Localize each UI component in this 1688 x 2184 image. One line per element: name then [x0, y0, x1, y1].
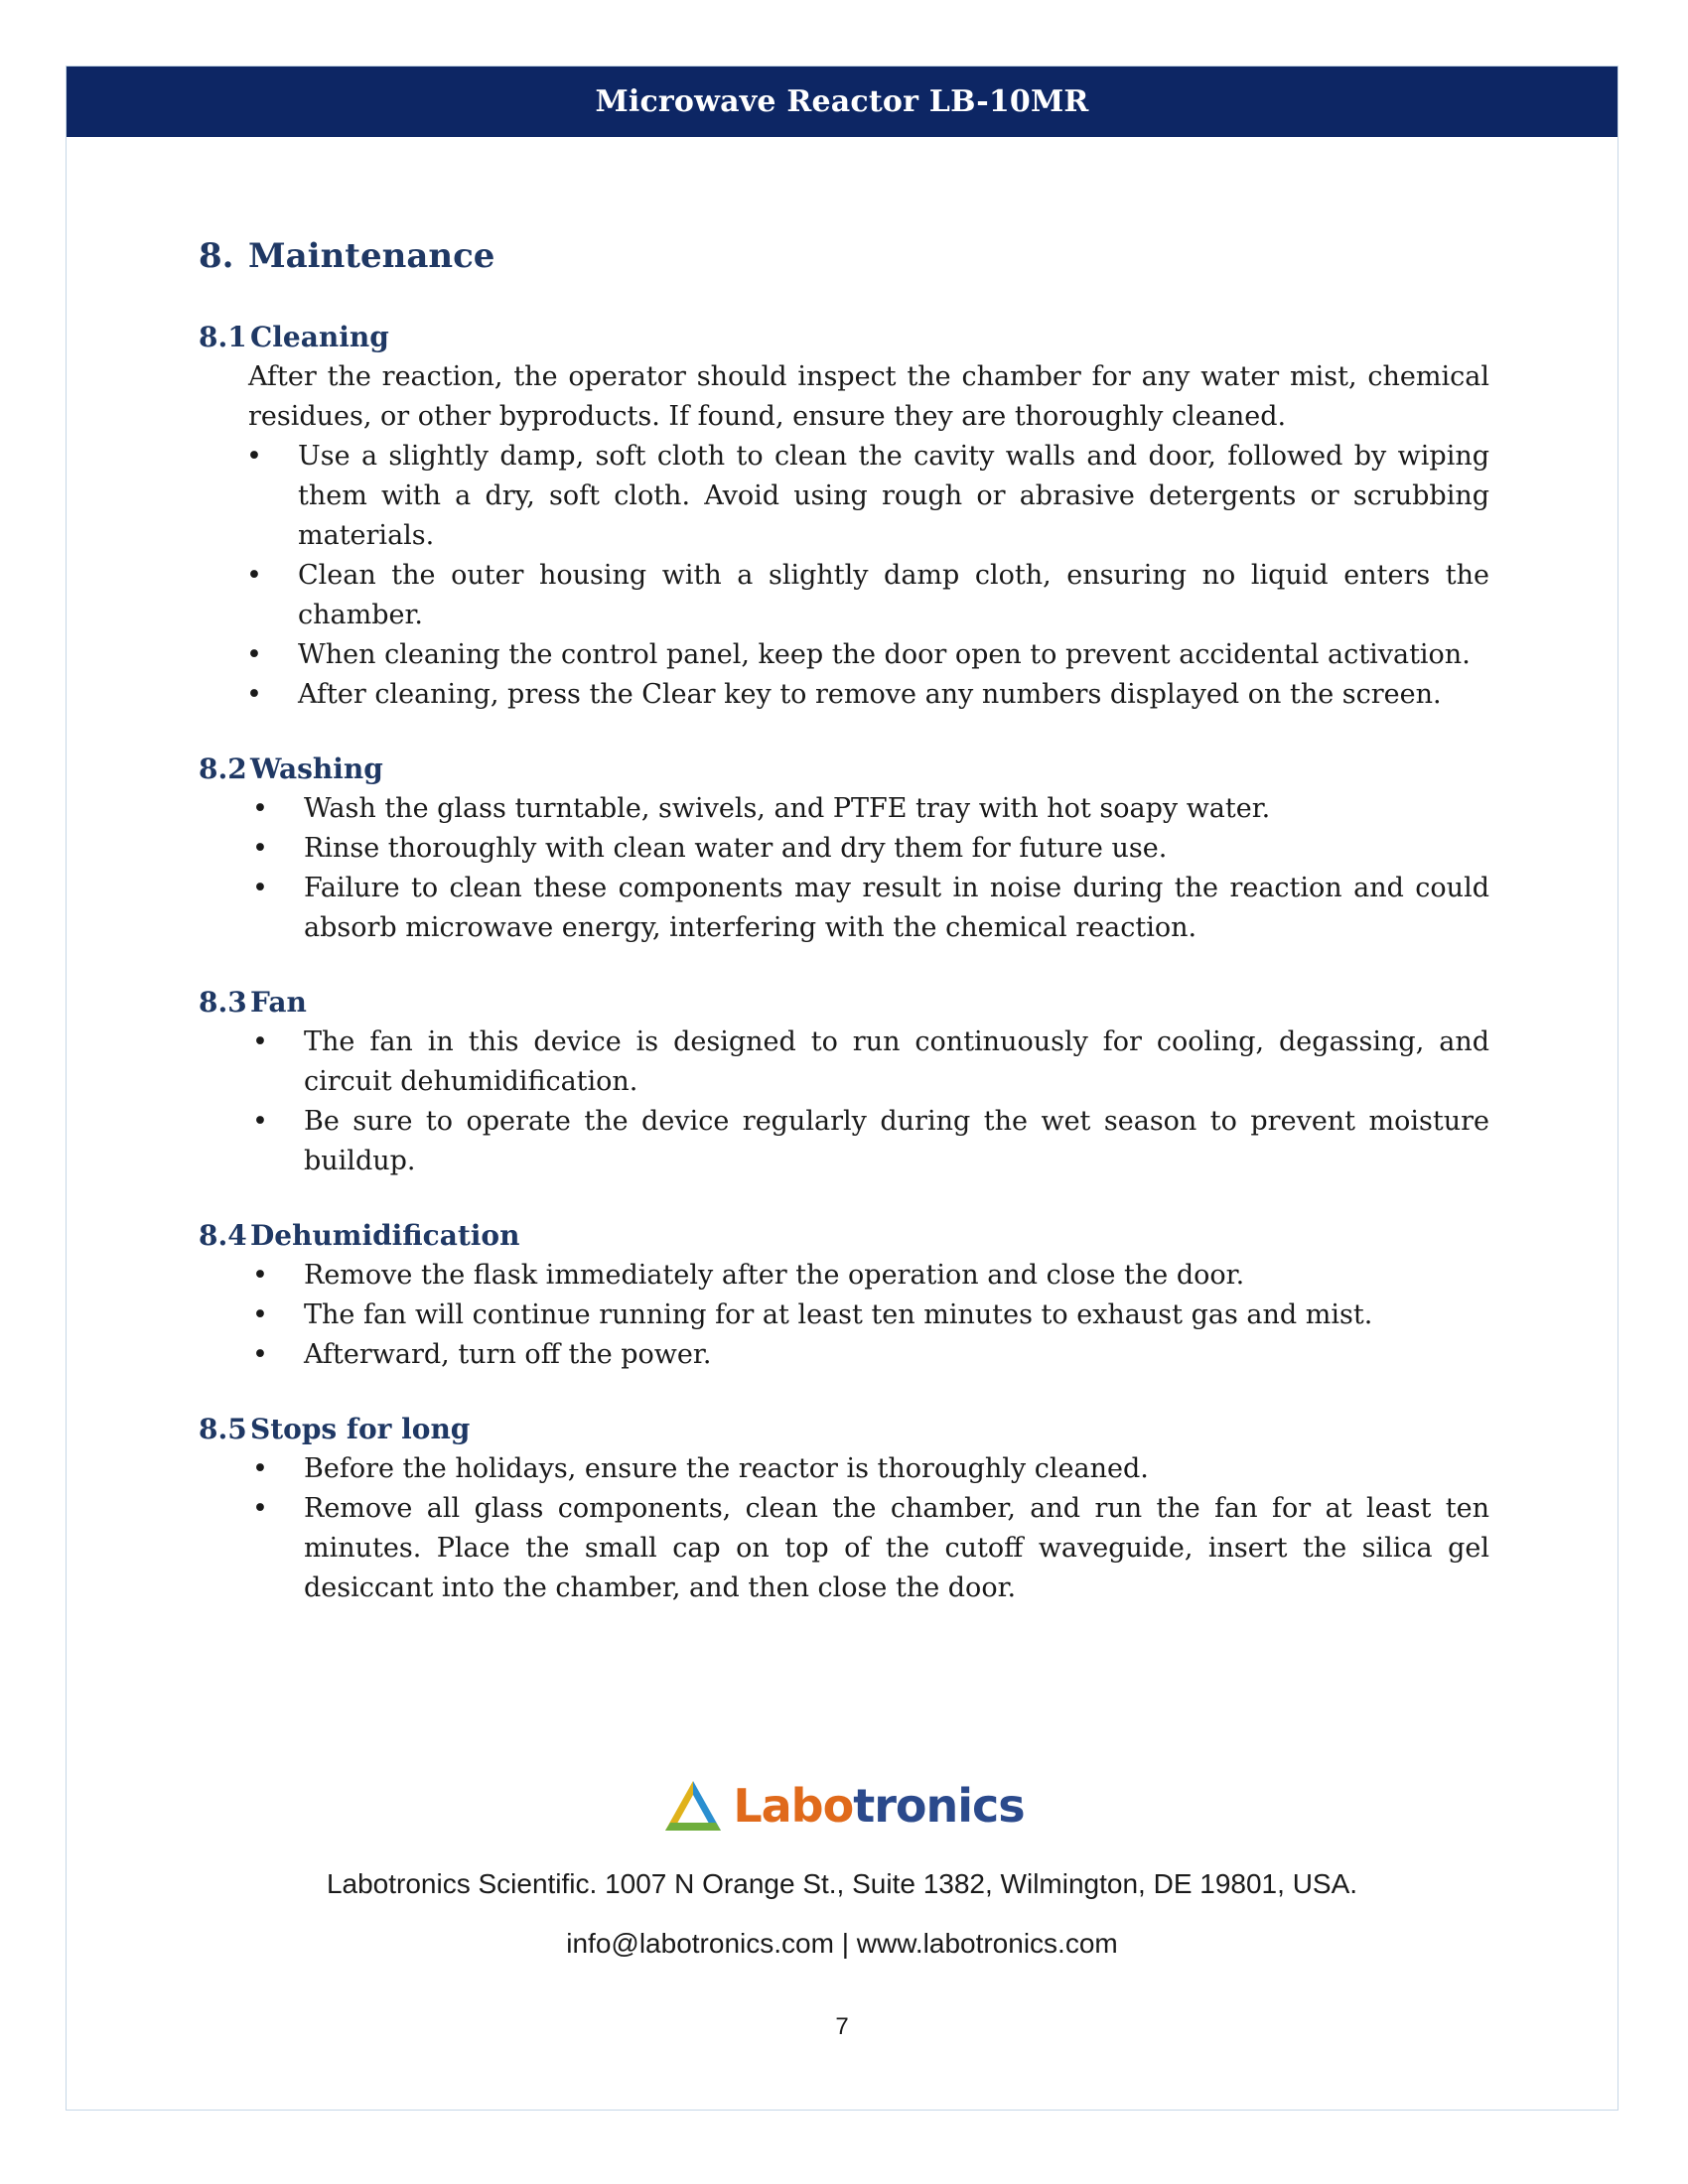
- triangle-logo-icon: [659, 1777, 727, 1835]
- bullet-dot-icon: •: [252, 1493, 268, 1524]
- contact-info: info@labotronics.com | www.labotronics.com: [566, 1928, 1118, 1959]
- bullet-dot-icon: •: [246, 639, 262, 670]
- list-item-text: Failure to clean these components may result in noise during the reaction and could absorb microwave energy, interfering with the chemical reaction.: [304, 873, 1489, 943]
- list-item-text: Be sure to operate the device regularly during the wet season to prevent moisture buildup.: [304, 1106, 1489, 1176]
- list-item: [199, 1023, 1489, 1102]
- subsection-heading: [199, 318, 1489, 357]
- list-item: [199, 635, 1489, 675]
- subsection-heading: [199, 1216, 1489, 1256]
- list-item: [199, 675, 1489, 715]
- list-item-text: The fan will continue running for at least ten minutes to exhaust gas and mist.: [304, 1299, 1373, 1330]
- bullet-dot-icon: •: [252, 873, 268, 903]
- company-logo: [67, 1777, 1618, 1835]
- list-item: [199, 1296, 1489, 1335]
- bullet-dot-icon: •: [246, 679, 262, 710]
- section-number: 8.: [199, 236, 234, 276]
- bullet-dot-icon: •: [246, 560, 262, 591]
- subsection-number: 8.5: [199, 1413, 247, 1445]
- section-title-text: Maintenance: [248, 236, 495, 276]
- list-item-text: Before the holidays, ensure the reactor is thoroughly cleaned.: [304, 1453, 1149, 1484]
- list-item-text: Remove all glass components, clean the chamber, and run the fan for at least ten minutes. Place the small cap on top of the cutoff waveguide, insert the silica gel desiccant into the chamber, and then close the door.: [304, 1493, 1489, 1603]
- subsection-title: Fan: [250, 986, 307, 1019]
- company-address: Labotronics Scientific. 1007 N Orange St., Suite 1382, Wilmington, DE 19801, USA.: [326, 1868, 1358, 1899]
- list-item-text: When cleaning the control panel, keep the door open to prevent accidental activation.: [298, 639, 1471, 670]
- document-title: Microwave Reactor LB-10MR: [595, 84, 1089, 119]
- subsection-heading: [199, 1410, 1489, 1449]
- subsection-title: Washing: [250, 752, 383, 785]
- subsection-dehumidification: [199, 1216, 1489, 1375]
- subsection-number: 8.4: [199, 1219, 247, 1252]
- logo-text-part2: tronics: [853, 1779, 1025, 1833]
- bullet-list: [199, 1256, 1489, 1375]
- list-item: [199, 1449, 1489, 1489]
- list-item-text: Clean the outer housing with a slightly damp cloth, ensuring no liquid enters the chamber.: [298, 560, 1489, 630]
- subsection-number: 8.3: [199, 986, 247, 1019]
- list-item: [199, 1102, 1489, 1181]
- main-content: [199, 236, 1489, 1643]
- logo-text-part1: Labo: [733, 1779, 854, 1833]
- subsection-title: Stops for long: [250, 1413, 471, 1445]
- subsection-title: Cleaning: [250, 321, 389, 353]
- page-number: 7: [835, 2013, 849, 2040]
- header-bar: [67, 67, 1618, 137]
- bullet-dot-icon: •: [252, 1026, 268, 1057]
- list-item-text: The fan in this device is designed to run continuously for cooling, degassing, and circuit dehumidification.: [304, 1026, 1489, 1097]
- list-item: [199, 789, 1489, 829]
- bullet-dot-icon: •: [252, 1339, 268, 1370]
- bullet-dot-icon: •: [246, 441, 262, 472]
- list-item-text: Remove the flask immediately after the operation and close the door.: [304, 1260, 1245, 1291]
- subsection-fan: [199, 983, 1489, 1181]
- subsection-cleaning: [199, 318, 1489, 715]
- bullet-list: [199, 789, 1489, 948]
- list-item-text: Rinse thoroughly with clean water and dry them for future use.: [304, 833, 1168, 864]
- bullet-dot-icon: •: [252, 793, 268, 824]
- subsection-stops-for-long: [199, 1410, 1489, 1608]
- list-item: [199, 1256, 1489, 1296]
- list-item: [199, 869, 1489, 948]
- bullet-dot-icon: •: [252, 1260, 268, 1291]
- bullet-dot-icon: •: [252, 1299, 268, 1330]
- list-item: [199, 1489, 1489, 1608]
- list-item: [199, 829, 1489, 869]
- logo-wordmark: [733, 1779, 1024, 1833]
- subsection-washing: [199, 750, 1489, 948]
- list-item-text: Wash the glass turntable, swivels, and PTFE tray with hot soapy water.: [304, 793, 1271, 824]
- bullet-list: [199, 1023, 1489, 1181]
- list-item-text: Use a slightly damp, soft cloth to clean the cavity walls and door, followed by wiping them with a dry, soft cloth. Avoid using rough or abrasive detergents or scrubbing materials.: [298, 441, 1489, 551]
- list-item-text: After cleaning, press the Clear key to remove any numbers displayed on the screen.: [298, 679, 1442, 710]
- subsection-number: 8.1: [199, 321, 247, 353]
- bullet-list: [199, 437, 1489, 715]
- subsection-heading: [199, 983, 1489, 1023]
- subsection-title: Dehumidification: [250, 1219, 520, 1252]
- bullet-dot-icon: •: [252, 833, 268, 864]
- bullet-list: [199, 1449, 1489, 1608]
- section-title: [199, 236, 1489, 276]
- subsection-heading: [199, 750, 1489, 789]
- bullet-dot-icon: •: [252, 1106, 268, 1137]
- list-item: [199, 1335, 1489, 1375]
- subsection-number: 8.2: [199, 752, 247, 785]
- bullet-dot-icon: •: [252, 1453, 268, 1484]
- list-item-text: Afterward, turn off the power.: [304, 1339, 712, 1370]
- list-item: [199, 437, 1489, 556]
- paragraph: After the reaction, the operator should inspect the chamber for any water mist, chemical residues, or other byproducts. If found, ensure they are thoroughly cleaned.: [248, 361, 1489, 432]
- list-item: [199, 556, 1489, 635]
